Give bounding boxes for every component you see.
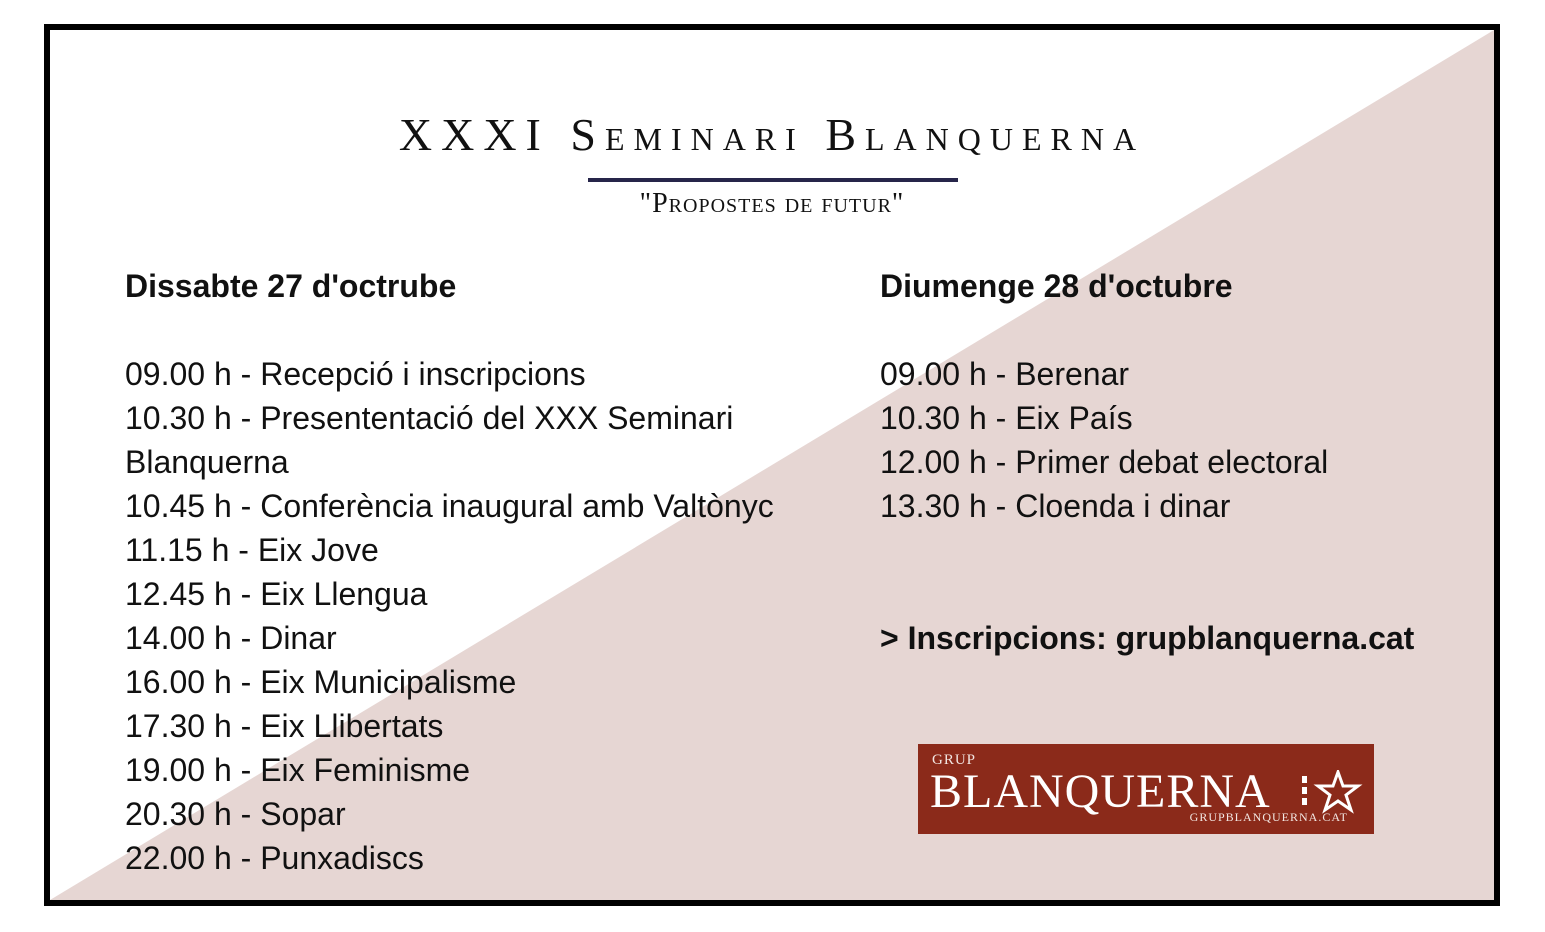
saturday-schedule <box>125 264 845 880</box>
logo-grup-text: GRUP <box>932 752 977 768</box>
schedule-item: 13.30 h - Cloenda i dinar <box>880 488 1231 524</box>
grup-blanquerna-logo <box>918 744 1374 834</box>
title-divider <box>588 178 958 182</box>
schedule-item: 09.00 h - Recepció i inscripcions <box>125 356 586 392</box>
schedule-item: 12.45 h - Eix Llengua <box>125 576 428 612</box>
sunday-heading: Diumenge 28 d'octubre <box>880 268 1233 304</box>
page-title: XXXI Seminari Blanquerna <box>398 109 1146 160</box>
schedule-item: 10.30 h - Presententació del XXX Seminari Blanquerna <box>125 400 734 480</box>
sunday-schedule <box>880 264 1440 528</box>
schedule-item: 10.45 h - Conferència inaugural amb Valtònyc <box>125 488 774 524</box>
schedule-item: 11.15 h - Eix Jove <box>125 532 379 568</box>
schedule-item: 09.00 h - Berenar <box>880 356 1130 392</box>
logo-name-text: BLANQUERNA <box>930 765 1271 818</box>
page-subtitle: "Propostes de futur" <box>639 188 905 219</box>
saturday-heading: Dissabte 27 d'octrube <box>125 268 457 304</box>
schedule-item: 20.30 h - Sopar <box>125 796 346 832</box>
schedule-item: 19.00 h - Eix Feminisme <box>125 752 471 788</box>
schedule-item: 10.30 h - Eix País <box>880 400 1133 436</box>
signup-link[interactable]: > Inscripcions: grupblanquerna.cat <box>880 620 1415 656</box>
schedule-item: 17.30 h - Eix Llibertats <box>125 708 444 744</box>
star-icon <box>1300 770 1364 814</box>
schedule-item: 12.00 h - Primer debat electoral <box>880 444 1329 480</box>
schedule-item: 16.00 h - Eix Municipalisme <box>125 664 517 700</box>
schedule-item: 22.00 h - Punxadiscs <box>125 840 424 876</box>
poster-frame <box>44 24 1500 906</box>
schedule-item: 14.00 h - Dinar <box>125 620 337 656</box>
logo-url-text: GRUPBLANQUERNA.CAT <box>1189 810 1348 824</box>
